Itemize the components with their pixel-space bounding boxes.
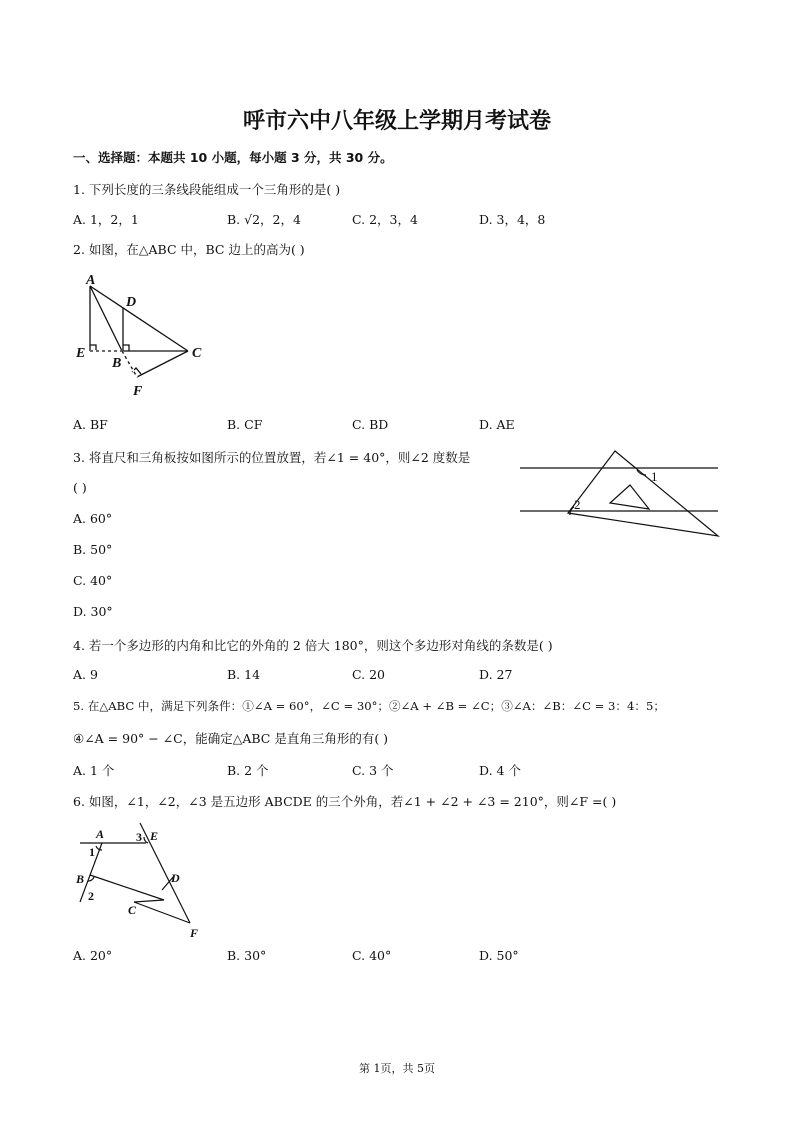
- question-3-option-b: B. 50°: [73, 542, 113, 557]
- point-e-label: E: [76, 346, 86, 361]
- point-b-label: B: [112, 356, 122, 371]
- point-e-label: E: [150, 829, 159, 843]
- question-5-option-a: A. 1 个: [73, 763, 115, 778]
- question-6-option-a: A. 20°: [73, 948, 113, 963]
- question-2-option-d: D. AE: [479, 417, 515, 432]
- question-2-option-b: B. CF: [227, 417, 263, 432]
- point-a-label: A: [86, 273, 96, 288]
- point-c-label: C: [128, 903, 137, 917]
- question-4-option-d: D. 27: [479, 667, 513, 682]
- point-b-label: B: [76, 872, 85, 886]
- question-3-option-c: C. 40°: [73, 573, 113, 588]
- question-1-option-c: C. 2，3，4: [352, 212, 418, 227]
- question-5-option-c: C. 3 个: [352, 763, 394, 778]
- question-4-option-c: C. 20: [352, 667, 385, 682]
- question-6-option-d: D. 50°: [479, 948, 519, 963]
- question-4-stem: 4. 若一个多边形的内角和比它的外角的 2 倍大 180°，则这个多边形对角线的条数是( ): [73, 638, 553, 653]
- angle-1-label: 1: [89, 845, 95, 859]
- question-5-option-d: D. 4 个: [479, 763, 521, 778]
- point-c-label: C: [192, 346, 202, 361]
- question-2-stem: 2. 如图，在△ABC 中，BC 边上的高为( ): [73, 242, 305, 257]
- question-3-option-a: A. 60°: [73, 511, 113, 526]
- point-d-label: D: [126, 295, 137, 310]
- ruler-triangle-figure: [516, 445, 722, 541]
- question-2-option-a: A. BF: [73, 417, 108, 432]
- question-3-option-d: D. 30°: [73, 604, 113, 619]
- point-f-label: F: [190, 926, 199, 940]
- triangle-abc-figure: [70, 272, 220, 402]
- question-4-option-b: B. 14: [227, 667, 261, 682]
- question-1-option-a: A. 1，2，1: [73, 212, 139, 227]
- point-f-label: F: [133, 384, 143, 399]
- page-footer: 第 1页，共 5页: [359, 1062, 435, 1075]
- exam-title: 呼市六中八年级上学期月考试卷: [242, 109, 551, 134]
- question-1-option-d: D. 3，4，8: [479, 212, 546, 227]
- section-heading: 一、选择题：本题共 10 小题，每小题 3 分，共 30 分。: [73, 150, 393, 165]
- point-a-label: A: [96, 827, 105, 841]
- question-5-stem-line1: 5. 在△ABC 中，满足下列条件：①∠A = 60°，∠C = 30°；②∠A + ∠B = ∠C；③∠A：∠B：∠C = 3：4：5；: [73, 699, 665, 713]
- angle-3-label: 3: [136, 830, 142, 844]
- question-6-option-c: C. 40°: [352, 948, 392, 963]
- question-2-option-c: C. BD: [352, 417, 389, 432]
- question-6-stem: 6. 如图，∠1，∠2，∠3 是五边形 ABCDE 的三个外角，若∠1 + ∠2 + ∠3 = 210°，则∠F =( ): [73, 794, 617, 809]
- angle-2-label: 2: [88, 889, 94, 903]
- question-5-option-b: B. 2 个: [227, 763, 269, 778]
- question-5-stem-line2: ④∠A = 90° − ∠C，能确定△ABC 是直角三角形的有( ): [73, 731, 389, 746]
- question-1-option-b: B. √2，2，4: [227, 212, 301, 227]
- question-1-stem: 1. 下列长度的三条线段能组成一个三角形的是( ): [73, 182, 341, 197]
- angle-1-label: 1: [651, 469, 658, 484]
- pentagon-figure: [70, 820, 220, 942]
- question-3-stem-line2: ( ): [73, 480, 87, 495]
- angle-2-label: 2: [574, 497, 581, 512]
- question-6-option-b: B. 30°: [227, 948, 267, 963]
- question-4-option-a: A. 9: [73, 667, 98, 682]
- question-3-stem-line1: 3. 将直尺和三角板按如图所示的位置放置，若∠1 = 40°，则∠2 度数是: [73, 450, 471, 465]
- point-d-label: D: [171, 871, 180, 885]
